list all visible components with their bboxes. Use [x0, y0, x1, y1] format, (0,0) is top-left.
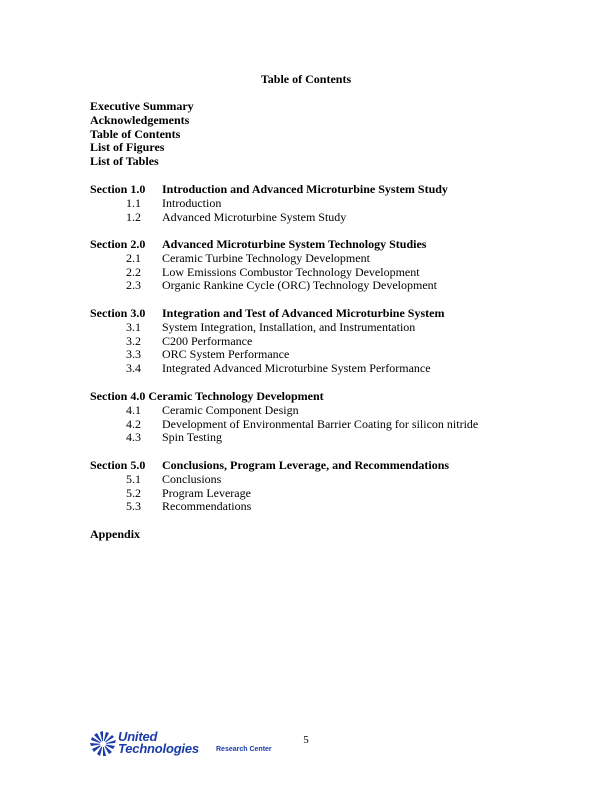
entry-number: 2.1: [126, 250, 141, 265]
entry-title: ORC System Performance: [162, 347, 290, 362]
entry-number: 1.1: [126, 195, 141, 210]
front-matter-item: List of Tables: [90, 154, 159, 169]
front-matter-item: List of Figures: [90, 140, 165, 155]
entry-number: 2.2: [126, 264, 141, 279]
front-matter-list: [90, 100, 194, 169]
entry-number: 3.2: [126, 333, 141, 348]
entry-title: Integrated Advanced Microturbine System Performance: [162, 361, 431, 376]
section-title: Introduction and Advanced Microturbine System Study: [162, 182, 448, 196]
section-label: Section 4.0 Ceramic Technology Development: [90, 389, 324, 403]
section-label: Section 5.0: [90, 458, 146, 472]
section-label: Section 2.0: [90, 237, 146, 251]
appendix-heading: Appendix: [90, 527, 141, 541]
entry-number: 1.2: [126, 209, 141, 224]
logo-line-1: United: [118, 729, 158, 744]
entry-title: Introduction: [162, 195, 222, 210]
entry-title: System Integration, Installation, and Instrumentation: [162, 319, 416, 334]
entry-title: Advanced Microturbine System Study: [162, 209, 347, 224]
entry-number: 5.1: [126, 471, 141, 486]
entry-number: 4.3: [126, 430, 141, 445]
front-matter-item: Executive Summary: [90, 99, 194, 113]
page-number: 5: [303, 734, 309, 746]
entry-number: 5.3: [126, 499, 141, 514]
entry-title: Ceramic Turbine Technology Development: [162, 250, 370, 265]
page-title: Table of Contents: [260, 72, 352, 86]
entry-title: Program Leverage: [162, 485, 251, 500]
entry-number: 2.3: [126, 278, 141, 293]
entry-title: Organic Rankine Cycle (ORC) Technology Development: [162, 278, 437, 293]
entry-title: Spin Testing: [162, 430, 222, 445]
entry-number: 5.2: [126, 485, 141, 500]
front-matter-item: Table of Contents: [90, 126, 181, 141]
section-label: Section 3.0: [90, 306, 146, 320]
entry-title: Development of Environmental Barrier Coating for silicon nitride: [162, 416, 479, 431]
front-matter-item: Acknowledgements: [90, 112, 190, 127]
entry-title: Low Emissions Combustor Technology Development: [162, 264, 420, 279]
entry-number: 3.1: [126, 319, 141, 334]
entry-title: Conclusions: [162, 471, 222, 486]
section-title: Integration and Test of Advanced Microturbine System: [162, 306, 445, 320]
section-title: Conclusions, Program Leverage, and Recommendations: [162, 458, 450, 472]
entry-number: 4.1: [126, 402, 141, 417]
logo-subtitle: Research Center: [216, 746, 272, 753]
section-label: Section 1.0: [90, 182, 146, 196]
entry-number: 3.3: [126, 347, 141, 362]
entry-number: 3.4: [126, 361, 141, 376]
entry-number: 4.2: [126, 416, 141, 431]
entry-title: Recommendations: [162, 499, 252, 514]
section-title: Advanced Microturbine System Technology Studies: [162, 237, 427, 251]
entry-title: Ceramic Component Design: [162, 402, 299, 417]
entry-title: C200 Performance: [162, 333, 253, 348]
logo-line-2: Technologies: [118, 741, 199, 756]
